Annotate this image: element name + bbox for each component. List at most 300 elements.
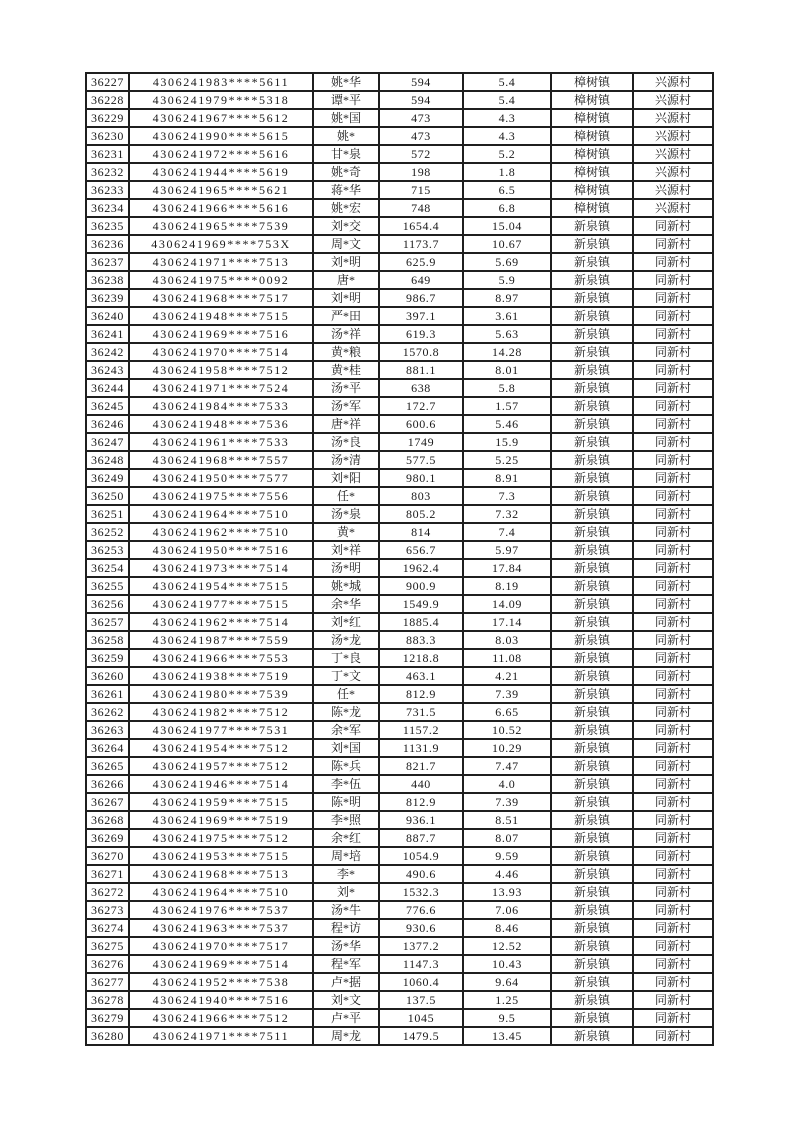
cell-secondary-amount: 7.39 xyxy=(463,685,551,703)
cell-amount: 1749 xyxy=(379,433,463,451)
cell-village: 同新村 xyxy=(633,307,713,325)
cell-village: 同新村 xyxy=(633,919,713,937)
cell-town: 新泉镇 xyxy=(551,649,633,667)
cell-amount: 936.1 xyxy=(379,811,463,829)
table-row xyxy=(86,793,713,811)
cell-masked-name: 丁*良 xyxy=(313,649,379,667)
cell-masked-id-number: 4306241969****7516 xyxy=(129,325,313,343)
cell-masked-name: 周*龙 xyxy=(313,1027,379,1045)
cell-masked-id-number: 4306241948****7536 xyxy=(129,415,313,433)
cell-secondary-amount: 8.51 xyxy=(463,811,551,829)
cell-masked-id-number: 4306241975****7512 xyxy=(129,829,313,847)
cell-serial-number: 36253 xyxy=(86,541,129,559)
cell-village: 同新村 xyxy=(633,973,713,991)
cell-village: 同新村 xyxy=(633,901,713,919)
cell-masked-name: 汤*泉 xyxy=(313,505,379,523)
cell-village: 兴源村 xyxy=(633,73,713,91)
cell-amount: 473 xyxy=(379,109,463,127)
cell-masked-id-number: 4306241969****7519 xyxy=(129,811,313,829)
cell-serial-number: 36271 xyxy=(86,865,129,883)
cell-amount: 748 xyxy=(379,199,463,217)
cell-serial-number: 36233 xyxy=(86,181,129,199)
cell-amount: 172.7 xyxy=(379,397,463,415)
cell-amount: 397.1 xyxy=(379,307,463,325)
cell-masked-id-number: 4306241940****7516 xyxy=(129,991,313,1009)
cell-secondary-amount: 7.32 xyxy=(463,505,551,523)
cell-masked-id-number: 4306241969****7514 xyxy=(129,955,313,973)
cell-village: 同新村 xyxy=(633,505,713,523)
cell-town: 新泉镇 xyxy=(551,541,633,559)
cell-secondary-amount: 5.2 xyxy=(463,145,551,163)
cell-serial-number: 36241 xyxy=(86,325,129,343)
cell-masked-id-number: 4306241969****753X xyxy=(129,235,313,253)
cell-amount: 638 xyxy=(379,379,463,397)
cell-serial-number: 36265 xyxy=(86,757,129,775)
cell-amount: 1147.3 xyxy=(379,955,463,973)
table-row xyxy=(86,973,713,991)
cell-masked-name: 汤*华 xyxy=(313,937,379,955)
cell-amount: 656.7 xyxy=(379,541,463,559)
cell-serial-number: 36246 xyxy=(86,415,129,433)
cell-village: 同新村 xyxy=(633,451,713,469)
cell-masked-name: 姚* xyxy=(313,127,379,145)
cell-masked-id-number: 4306241968****7557 xyxy=(129,451,313,469)
cell-town: 新泉镇 xyxy=(551,793,633,811)
cell-masked-name: 甘*泉 xyxy=(313,145,379,163)
cell-secondary-amount: 7.3 xyxy=(463,487,551,505)
cell-amount: 1479.5 xyxy=(379,1027,463,1045)
cell-village: 同新村 xyxy=(633,757,713,775)
cell-village: 同新村 xyxy=(633,361,713,379)
cell-village: 兴源村 xyxy=(633,109,713,127)
cell-serial-number: 36262 xyxy=(86,703,129,721)
cell-village: 同新村 xyxy=(633,397,713,415)
cell-amount: 930.6 xyxy=(379,919,463,937)
cell-village: 同新村 xyxy=(633,883,713,901)
cell-village: 同新村 xyxy=(633,631,713,649)
cell-masked-id-number: 4306241944****5619 xyxy=(129,163,313,181)
table-row xyxy=(86,577,713,595)
cell-serial-number: 36259 xyxy=(86,649,129,667)
table-row xyxy=(86,325,713,343)
cell-masked-id-number: 4306241976****7537 xyxy=(129,901,313,919)
cell-serial-number: 36256 xyxy=(86,595,129,613)
cell-town: 新泉镇 xyxy=(551,883,633,901)
cell-town: 新泉镇 xyxy=(551,217,633,235)
table-row xyxy=(86,991,713,1009)
cell-secondary-amount: 4.3 xyxy=(463,127,551,145)
cell-serial-number: 36229 xyxy=(86,109,129,127)
cell-masked-name: 姚*奇 xyxy=(313,163,379,181)
cell-town: 新泉镇 xyxy=(551,757,633,775)
cell-village: 同新村 xyxy=(633,775,713,793)
table-row xyxy=(86,73,713,91)
table-row xyxy=(86,307,713,325)
cell-serial-number: 36250 xyxy=(86,487,129,505)
cell-serial-number: 36254 xyxy=(86,559,129,577)
cell-masked-id-number: 4306241959****7515 xyxy=(129,793,313,811)
cell-secondary-amount: 5.8 xyxy=(463,379,551,397)
cell-town: 新泉镇 xyxy=(551,505,633,523)
table-row xyxy=(86,127,713,145)
cell-town: 樟树镇 xyxy=(551,109,633,127)
records-table-body xyxy=(86,73,713,1045)
cell-masked-name: 刘*交 xyxy=(313,217,379,235)
cell-masked-name: 严*田 xyxy=(313,307,379,325)
cell-serial-number: 36278 xyxy=(86,991,129,1009)
cell-secondary-amount: 5.63 xyxy=(463,325,551,343)
cell-town: 新泉镇 xyxy=(551,811,633,829)
table-row xyxy=(86,361,713,379)
cell-amount: 986.7 xyxy=(379,289,463,307)
cell-serial-number: 36228 xyxy=(86,91,129,109)
cell-masked-name: 刘*国 xyxy=(313,739,379,757)
cell-serial-number: 36251 xyxy=(86,505,129,523)
cell-masked-id-number: 4306241980****7539 xyxy=(129,685,313,703)
cell-secondary-amount: 9.59 xyxy=(463,847,551,865)
cell-town: 新泉镇 xyxy=(551,325,633,343)
cell-serial-number: 36258 xyxy=(86,631,129,649)
records-table xyxy=(85,72,714,1046)
cell-masked-id-number: 4306241973****7514 xyxy=(129,559,313,577)
cell-masked-id-number: 4306241982****7512 xyxy=(129,703,313,721)
cell-masked-name: 刘*阳 xyxy=(313,469,379,487)
cell-town: 新泉镇 xyxy=(551,469,633,487)
cell-serial-number: 36264 xyxy=(86,739,129,757)
cell-masked-id-number: 4306241950****7577 xyxy=(129,469,313,487)
cell-amount: 803 xyxy=(379,487,463,505)
cell-amount: 881.1 xyxy=(379,361,463,379)
cell-serial-number: 36240 xyxy=(86,307,129,325)
cell-amount: 649 xyxy=(379,271,463,289)
cell-masked-id-number: 4306241962****7510 xyxy=(129,523,313,541)
cell-village: 同新村 xyxy=(633,865,713,883)
cell-village: 同新村 xyxy=(633,523,713,541)
cell-town: 新泉镇 xyxy=(551,487,633,505)
cell-village: 同新村 xyxy=(633,955,713,973)
cell-town: 新泉镇 xyxy=(551,847,633,865)
cell-town: 新泉镇 xyxy=(551,415,633,433)
cell-masked-name: 程*军 xyxy=(313,955,379,973)
cell-masked-id-number: 4306241990****5615 xyxy=(129,127,313,145)
cell-masked-id-number: 4306241968****7513 xyxy=(129,865,313,883)
cell-village: 同新村 xyxy=(633,793,713,811)
table-row xyxy=(86,631,713,649)
cell-village: 同新村 xyxy=(633,991,713,1009)
cell-masked-id-number: 4306241962****7514 xyxy=(129,613,313,631)
table-row xyxy=(86,505,713,523)
cell-secondary-amount: 8.19 xyxy=(463,577,551,595)
cell-town: 新泉镇 xyxy=(551,919,633,937)
cell-secondary-amount: 7.06 xyxy=(463,901,551,919)
cell-town: 新泉镇 xyxy=(551,829,633,847)
cell-town: 新泉镇 xyxy=(551,271,633,289)
cell-secondary-amount: 9.5 xyxy=(463,1009,551,1027)
cell-serial-number: 36268 xyxy=(86,811,129,829)
table-row xyxy=(86,721,713,739)
cell-secondary-amount: 10.52 xyxy=(463,721,551,739)
cell-masked-id-number: 4306241963****7537 xyxy=(129,919,313,937)
cell-village: 同新村 xyxy=(633,379,713,397)
cell-amount: 1218.8 xyxy=(379,649,463,667)
cell-village: 同新村 xyxy=(633,271,713,289)
cell-masked-name: 姚*国 xyxy=(313,109,379,127)
cell-town: 新泉镇 xyxy=(551,559,633,577)
cell-serial-number: 36238 xyxy=(86,271,129,289)
cell-secondary-amount: 17.84 xyxy=(463,559,551,577)
cell-village: 同新村 xyxy=(633,829,713,847)
cell-masked-name: 陈*兵 xyxy=(313,757,379,775)
cell-amount: 1654.4 xyxy=(379,217,463,235)
cell-village: 同新村 xyxy=(633,487,713,505)
cell-serial-number: 36267 xyxy=(86,793,129,811)
cell-amount: 814 xyxy=(379,523,463,541)
cell-secondary-amount: 10.29 xyxy=(463,739,551,757)
cell-amount: 473 xyxy=(379,127,463,145)
cell-town: 新泉镇 xyxy=(551,577,633,595)
cell-town: 樟树镇 xyxy=(551,127,633,145)
cell-masked-name: 任* xyxy=(313,685,379,703)
cell-amount: 812.9 xyxy=(379,685,463,703)
cell-secondary-amount: 5.97 xyxy=(463,541,551,559)
cell-serial-number: 36270 xyxy=(86,847,129,865)
cell-village: 兴源村 xyxy=(633,145,713,163)
cell-masked-id-number: 4306241984****7533 xyxy=(129,397,313,415)
table-row xyxy=(86,91,713,109)
cell-town: 新泉镇 xyxy=(551,973,633,991)
cell-secondary-amount: 11.08 xyxy=(463,649,551,667)
cell-masked-id-number: 4306241946****7514 xyxy=(129,775,313,793)
table-row xyxy=(86,955,713,973)
cell-secondary-amount: 1.8 xyxy=(463,163,551,181)
table-row xyxy=(86,829,713,847)
table-row xyxy=(86,217,713,235)
cell-secondary-amount: 12.52 xyxy=(463,937,551,955)
cell-secondary-amount: 4.21 xyxy=(463,667,551,685)
cell-amount: 572 xyxy=(379,145,463,163)
cell-amount: 440 xyxy=(379,775,463,793)
table-row xyxy=(86,865,713,883)
cell-village: 同新村 xyxy=(633,739,713,757)
table-row xyxy=(86,487,713,505)
cell-masked-name: 蒋*华 xyxy=(313,181,379,199)
cell-amount: 812.9 xyxy=(379,793,463,811)
table-row xyxy=(86,469,713,487)
cell-serial-number: 36266 xyxy=(86,775,129,793)
cell-masked-id-number: 4306241957****7512 xyxy=(129,757,313,775)
cell-amount: 1054.9 xyxy=(379,847,463,865)
cell-town: 新泉镇 xyxy=(551,523,633,541)
cell-masked-name: 余*华 xyxy=(313,595,379,613)
cell-secondary-amount: 6.5 xyxy=(463,181,551,199)
table-row xyxy=(86,379,713,397)
cell-secondary-amount: 7.4 xyxy=(463,523,551,541)
cell-secondary-amount: 13.93 xyxy=(463,883,551,901)
cell-town: 新泉镇 xyxy=(551,433,633,451)
cell-town: 新泉镇 xyxy=(551,343,633,361)
table-row xyxy=(86,775,713,793)
cell-secondary-amount: 13.45 xyxy=(463,1027,551,1045)
table-row xyxy=(86,649,713,667)
cell-town: 新泉镇 xyxy=(551,397,633,415)
cell-serial-number: 36242 xyxy=(86,343,129,361)
cell-secondary-amount: 8.97 xyxy=(463,289,551,307)
cell-town: 新泉镇 xyxy=(551,289,633,307)
table-row xyxy=(86,685,713,703)
cell-masked-id-number: 4306241967****5612 xyxy=(129,109,313,127)
cell-town: 新泉镇 xyxy=(551,991,633,1009)
cell-town: 新泉镇 xyxy=(551,379,633,397)
cell-secondary-amount: 5.4 xyxy=(463,91,551,109)
cell-masked-id-number: 4306241970****7514 xyxy=(129,343,313,361)
cell-serial-number: 36234 xyxy=(86,199,129,217)
table-row xyxy=(86,451,713,469)
cell-masked-id-number: 4306241972****5616 xyxy=(129,145,313,163)
cell-serial-number: 36261 xyxy=(86,685,129,703)
cell-masked-name: 李*照 xyxy=(313,811,379,829)
cell-village: 同新村 xyxy=(633,289,713,307)
cell-village: 同新村 xyxy=(633,847,713,865)
cell-town: 新泉镇 xyxy=(551,235,633,253)
cell-serial-number: 36249 xyxy=(86,469,129,487)
cell-town: 樟树镇 xyxy=(551,91,633,109)
cell-town: 新泉镇 xyxy=(551,865,633,883)
cell-serial-number: 36252 xyxy=(86,523,129,541)
cell-masked-id-number: 4306241954****7512 xyxy=(129,739,313,757)
cell-masked-id-number: 4306241966****7553 xyxy=(129,649,313,667)
cell-town: 新泉镇 xyxy=(551,955,633,973)
cell-secondary-amount: 1.57 xyxy=(463,397,551,415)
table-row xyxy=(86,919,713,937)
cell-masked-name: 汤*清 xyxy=(313,451,379,469)
cell-secondary-amount: 15.9 xyxy=(463,433,551,451)
cell-serial-number: 36255 xyxy=(86,577,129,595)
cell-masked-id-number: 4306241958****7512 xyxy=(129,361,313,379)
cell-serial-number: 36245 xyxy=(86,397,129,415)
cell-amount: 1131.9 xyxy=(379,739,463,757)
cell-amount: 463.1 xyxy=(379,667,463,685)
cell-masked-id-number: 4306241987****7559 xyxy=(129,631,313,649)
cell-secondary-amount: 7.47 xyxy=(463,757,551,775)
cell-village: 同新村 xyxy=(633,811,713,829)
cell-village: 同新村 xyxy=(633,325,713,343)
cell-masked-name: 刘*明 xyxy=(313,253,379,271)
cell-masked-name: 丁*文 xyxy=(313,667,379,685)
cell-masked-name: 姚*城 xyxy=(313,577,379,595)
cell-village: 同新村 xyxy=(633,253,713,271)
table-row xyxy=(86,289,713,307)
cell-secondary-amount: 6.65 xyxy=(463,703,551,721)
cell-masked-name: 周*文 xyxy=(313,235,379,253)
table-row xyxy=(86,667,713,685)
table-row xyxy=(86,937,713,955)
table-row xyxy=(86,181,713,199)
cell-amount: 1570.8 xyxy=(379,343,463,361)
cell-masked-name: 陈*龙 xyxy=(313,703,379,721)
cell-amount: 619.3 xyxy=(379,325,463,343)
cell-masked-name: 姚*宏 xyxy=(313,199,379,217)
cell-secondary-amount: 7.39 xyxy=(463,793,551,811)
cell-amount: 137.5 xyxy=(379,991,463,1009)
cell-masked-name: 余*红 xyxy=(313,829,379,847)
cell-serial-number: 36260 xyxy=(86,667,129,685)
cell-masked-id-number: 4306241975****7556 xyxy=(129,487,313,505)
cell-masked-name: 刘*祥 xyxy=(313,541,379,559)
cell-masked-id-number: 4306241948****7515 xyxy=(129,307,313,325)
table-row xyxy=(86,523,713,541)
cell-village: 同新村 xyxy=(633,235,713,253)
cell-amount: 594 xyxy=(379,73,463,91)
table-row xyxy=(86,199,713,217)
cell-masked-name: 姚*华 xyxy=(313,73,379,91)
cell-village: 同新村 xyxy=(633,685,713,703)
cell-amount: 731.5 xyxy=(379,703,463,721)
cell-secondary-amount: 5.25 xyxy=(463,451,551,469)
cell-masked-id-number: 4306241961****7533 xyxy=(129,433,313,451)
cell-amount: 577.5 xyxy=(379,451,463,469)
cell-village: 同新村 xyxy=(633,577,713,595)
cell-masked-id-number: 4306241954****7515 xyxy=(129,577,313,595)
cell-masked-name: 周*培 xyxy=(313,847,379,865)
cell-town: 新泉镇 xyxy=(551,721,633,739)
cell-amount: 1532.3 xyxy=(379,883,463,901)
cell-masked-name: 汤*龙 xyxy=(313,631,379,649)
table-row xyxy=(86,397,713,415)
cell-amount: 715 xyxy=(379,181,463,199)
cell-serial-number: 36243 xyxy=(86,361,129,379)
cell-village: 兴源村 xyxy=(633,199,713,217)
table-row xyxy=(86,163,713,181)
cell-village: 兴源村 xyxy=(633,163,713,181)
table-row xyxy=(86,415,713,433)
cell-village: 同新村 xyxy=(633,469,713,487)
cell-masked-id-number: 4306241966****5616 xyxy=(129,199,313,217)
cell-secondary-amount: 3.61 xyxy=(463,307,551,325)
cell-village: 同新村 xyxy=(633,937,713,955)
table-row xyxy=(86,235,713,253)
cell-serial-number: 36273 xyxy=(86,901,129,919)
cell-masked-id-number: 4306241964****7510 xyxy=(129,505,313,523)
cell-village: 同新村 xyxy=(633,343,713,361)
table-row xyxy=(86,595,713,613)
cell-village: 同新村 xyxy=(633,415,713,433)
cell-masked-name: 唐* xyxy=(313,271,379,289)
cell-serial-number: 36236 xyxy=(86,235,129,253)
cell-serial-number: 36235 xyxy=(86,217,129,235)
table-row xyxy=(86,613,713,631)
cell-amount: 821.7 xyxy=(379,757,463,775)
cell-serial-number: 36275 xyxy=(86,937,129,955)
cell-secondary-amount: 5.46 xyxy=(463,415,551,433)
cell-town: 新泉镇 xyxy=(551,361,633,379)
cell-amount: 1060.4 xyxy=(379,973,463,991)
cell-secondary-amount: 8.46 xyxy=(463,919,551,937)
cell-masked-name: 唐*祥 xyxy=(313,415,379,433)
cell-secondary-amount: 10.67 xyxy=(463,235,551,253)
cell-village: 同新村 xyxy=(633,649,713,667)
cell-secondary-amount: 6.8 xyxy=(463,199,551,217)
cell-serial-number: 36263 xyxy=(86,721,129,739)
cell-town: 新泉镇 xyxy=(551,1009,633,1027)
cell-serial-number: 36276 xyxy=(86,955,129,973)
cell-town: 新泉镇 xyxy=(551,253,633,271)
cell-amount: 594 xyxy=(379,91,463,109)
cell-amount: 980.1 xyxy=(379,469,463,487)
cell-secondary-amount: 5.9 xyxy=(463,271,551,289)
cell-masked-name: 李* xyxy=(313,865,379,883)
cell-town: 樟树镇 xyxy=(551,181,633,199)
cell-secondary-amount: 17.14 xyxy=(463,613,551,631)
